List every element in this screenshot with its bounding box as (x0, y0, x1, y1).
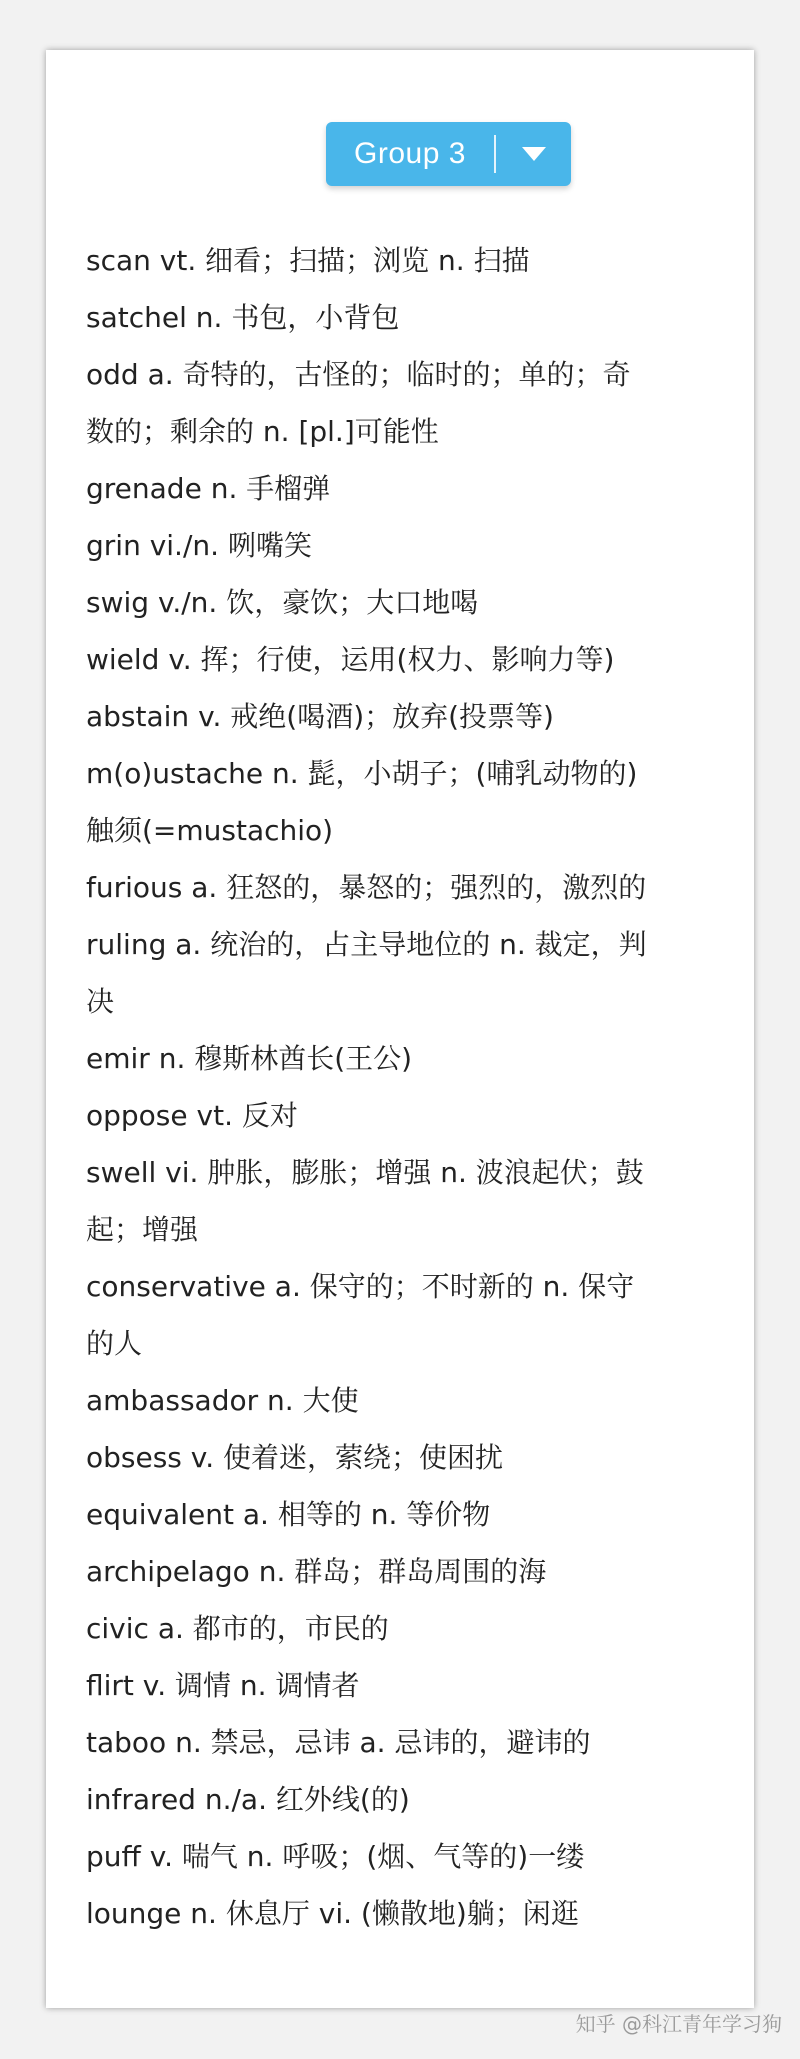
list-item: furious a. 狂怒的，暴怒的；强烈的，激烈的 (86, 871, 647, 904)
list-item: lounge n. 休息厅 vi. (懒散地)躺；闲逛 (86, 1897, 579, 1930)
list-item: 决 (86, 985, 115, 1018)
list-item: conservative a. 保守的；不时新的 n. 保守 (86, 1270, 635, 1303)
group-select-button[interactable] (326, 122, 571, 186)
list-item: swig v./n. 饮，豪饮；大口地喝 (86, 586, 479, 619)
list-item: scan vt. 细看；扫描；浏览 n. 扫描 (86, 244, 530, 277)
list-item: taboo n. 禁忌，忌讳 a. 忌讳的，避讳的 (86, 1726, 591, 1759)
list-item: ambassador n. 大使 (86, 1384, 359, 1417)
entry-list (86, 232, 726, 1942)
list-item: satchel n. 书包，小背包 (86, 301, 400, 334)
list-item: puff v. 喘气 n. 呼吸；(烟、气等的)一缕 (86, 1840, 585, 1873)
list-item: equivalent a. 相等的 n. 等价物 (86, 1498, 491, 1531)
list-item: emir n. 穆斯林酋长(王公) (86, 1042, 413, 1075)
list-item: odd a. 奇特的，古怪的；临时的；单的；奇 (86, 358, 631, 391)
list-item: 的人 (86, 1327, 143, 1360)
list-item: swell vi. 肿胀，膨胀；增强 n. 波浪起伏；鼓 (86, 1156, 644, 1189)
list-item: m(o)ustache n. 髭，小胡子；(哺乳动物的) (86, 757, 638, 790)
list-item: flirt v. 调情 n. 调情者 (86, 1669, 360, 1702)
group-select-label: Group 3 (354, 137, 466, 170)
list-item: infrared n./a. 红外线(的) (86, 1783, 410, 1816)
list-item: archipelago n. 群岛；群岛周围的海 (86, 1555, 547, 1588)
list-item: 起；增强 (86, 1213, 199, 1246)
list-item: oppose vt. 反对 (86, 1099, 298, 1132)
caret-down-icon[interactable] (496, 145, 571, 163)
watermark: 知乎 @科江青年学习狗 (575, 2012, 782, 2036)
list-item: grin vi./n. 咧嘴笑 (86, 529, 312, 562)
list-item: abstain v. 戒绝(喝酒)；放弃(投票等) (86, 700, 554, 733)
list-item: 触须(=mustachio) (86, 814, 334, 847)
list-item: obsess v. 使着迷，萦绕；使困扰 (86, 1441, 503, 1474)
list-item: wield v. 挥；行使，运用(权力、影响力等) (86, 643, 615, 676)
list-item: grenade n. 手榴弹 (86, 472, 331, 505)
list-item: 数的；剩余的 n. [pl.]可能性 (86, 415, 439, 448)
list-item: civic a. 都市的，市民的 (86, 1612, 389, 1645)
list-item: ruling a. 统治的，占主导地位的 n. 裁定，判 (86, 928, 647, 961)
vocabulary-card (46, 50, 754, 2008)
